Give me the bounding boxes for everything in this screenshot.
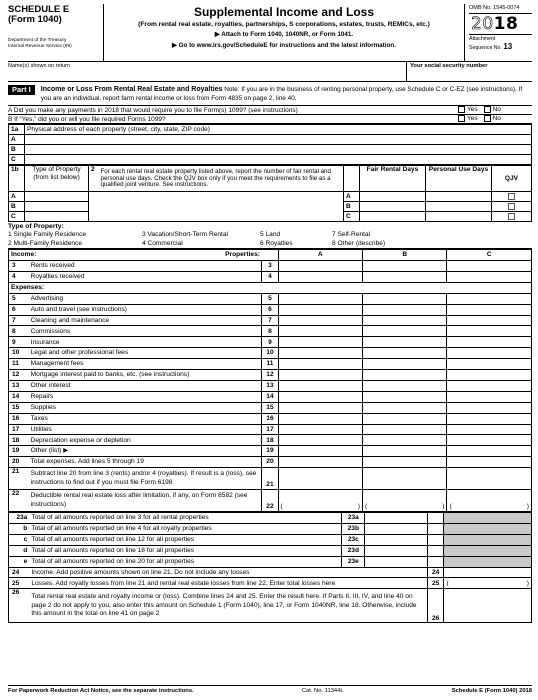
line-row: 8 Commissions 8 xyxy=(9,326,532,337)
line-row: 10 Legal and other professional fees 10 xyxy=(9,348,532,359)
line-14-a-field[interactable] xyxy=(278,391,362,402)
line-17-c-field[interactable] xyxy=(447,424,532,435)
line-4-b-field[interactable] xyxy=(363,272,447,283)
form-subtitle: (From rental real estate, royalties, partnerships, S corporations, estates, trusts, REMICs, etc.) xyxy=(138,20,430,28)
line-13-a-field[interactable] xyxy=(278,380,362,391)
line-15-b-field[interactable] xyxy=(363,402,447,413)
line-row: 23a Total of all amounts reported on line 3 for all rental properties 23a xyxy=(9,513,532,524)
personal-use-b-field[interactable] xyxy=(426,202,492,212)
line-18-b-field[interactable] xyxy=(363,435,447,446)
omb-block xyxy=(464,4,532,61)
line-14-b-field[interactable] xyxy=(363,391,447,402)
line-3-c-field[interactable] xyxy=(447,261,532,272)
address-table: 1a Physical address of each property (street, city, state, ZIP code) A B C xyxy=(8,124,532,165)
line-24-field[interactable] xyxy=(444,567,532,578)
line-3-b-field[interactable] xyxy=(363,261,447,272)
part-note: Note: If you are in the business of renting personal property, use Schedule C or C-EZ (see instructions). If you are an individual, report farm rental income or loss from Form 4835 on page 2, line 40. xyxy=(40,86,523,102)
line-row: 14 Repairs 14 xyxy=(9,391,532,402)
line-21-c-field[interactable] xyxy=(447,468,532,490)
line-23d-field[interactable] xyxy=(365,545,428,556)
qb-yes-checkbox[interactable] xyxy=(458,115,465,122)
omb-number: OMB No. 1545-0074 xyxy=(469,4,532,14)
line-25-field[interactable]: ( ) xyxy=(444,578,532,589)
address-heading: Physical address of each property (street, city, state, ZIP code) xyxy=(25,125,532,135)
names-field[interactable]: Name(s) shown on return xyxy=(8,63,71,69)
line-4-c-field[interactable] xyxy=(447,272,532,283)
address-c-field[interactable] xyxy=(25,155,532,165)
personal-use-c-field[interactable] xyxy=(426,212,492,222)
line-5-b-field[interactable] xyxy=(363,293,447,304)
line-14-c-field[interactable] xyxy=(447,391,532,402)
line-3-a-field[interactable] xyxy=(278,261,362,272)
line-row: 5 Advertising 5 xyxy=(9,293,532,304)
line-20-c-field[interactable] xyxy=(447,457,532,468)
line-16-b-field[interactable] xyxy=(363,413,447,424)
line-16-c-field[interactable] xyxy=(447,413,532,424)
line-11-c-field[interactable] xyxy=(447,359,532,370)
line-17-b-field[interactable] xyxy=(363,424,447,435)
line-7-a-field[interactable] xyxy=(278,315,362,326)
line-22-a-field[interactable]: ( ) xyxy=(278,490,362,512)
line-19-b-field[interactable] xyxy=(363,446,447,457)
department: Department of the Treasury Internal Revenue Service (99) xyxy=(8,37,72,49)
form-title-block xyxy=(104,4,464,61)
form-header xyxy=(8,4,532,62)
line-16-a-field[interactable] xyxy=(278,413,362,424)
qjv-c-checkbox[interactable] xyxy=(508,213,515,220)
line-row: d Total of all amounts reported on line 18 for all properties 23d xyxy=(9,545,532,556)
form-name: SCHEDULE E xyxy=(8,4,70,15)
line-18-a-field[interactable] xyxy=(278,435,362,446)
line-21-a-field[interactable] xyxy=(278,468,362,490)
line-15-c-field[interactable] xyxy=(447,402,532,413)
line-row: 17 Utilities 17 xyxy=(9,424,532,435)
line-row: 18 Depreciation expense or depletion 18 xyxy=(9,435,532,446)
line-13-c-field[interactable] xyxy=(447,380,532,391)
line-row: e Total of all amounts reported on line 20 for all properties 23e xyxy=(9,556,532,567)
line-6-a-field[interactable] xyxy=(278,304,362,315)
line-row: c Total of all amounts reported on line 12 for all properties 23c xyxy=(9,534,532,545)
line-row: 20 Total expenses. Add lines 5 through 19 20 xyxy=(9,457,532,468)
line-5-a-field[interactable] xyxy=(278,293,362,304)
line-19-c-field[interactable] xyxy=(447,446,532,457)
line-22-b-field[interactable]: ( ) xyxy=(363,490,447,512)
address-a-field[interactable] xyxy=(25,135,532,145)
line-19-a-field[interactable] xyxy=(278,446,362,457)
ssn-field[interactable]: Your social security number xyxy=(406,62,532,81)
line-23c-field[interactable] xyxy=(365,534,428,545)
line-20-b-field[interactable] xyxy=(363,457,447,468)
address-b-field[interactable] xyxy=(25,145,532,155)
type-b-field[interactable] xyxy=(25,202,89,212)
line-11-b-field[interactable] xyxy=(363,359,447,370)
part-tag: Part I xyxy=(8,85,35,95)
part1-heading xyxy=(8,82,532,106)
line-row: 12 Mortgage interest paid to banks, etc. (see instructions) 12 xyxy=(9,370,532,381)
qjv-a-checkbox[interactable] xyxy=(508,193,515,200)
personal-use-a-field[interactable] xyxy=(426,192,492,202)
line-7-c-field[interactable] xyxy=(447,315,532,326)
line-23b-field[interactable] xyxy=(365,523,428,534)
type-c-field[interactable] xyxy=(25,212,89,222)
line-12-a-field[interactable] xyxy=(278,370,362,381)
line-4-a-field[interactable] xyxy=(278,272,362,283)
property-type-list: Type of Property: 1 Single Family Residence 3 Vacation/Short-Term Rental 5 Land 7 Self-Rental 2 Multi-Family Residence 4 Commercial 6 Royalties 8 Other (describe) xyxy=(8,222,532,249)
income-expense-table: Income: Properties: A B C 3 Rents received 3 4 Royalties received 4 Expenses: 5 Advertising 5 6 Auto and travel (see instructions) 6 7 Cleaning and maintenance 7 8 Commissions 8 9 Insurance 9 10 Legal and other professional fees 10 11 Management fees 11 12 Mortgage interest paid to banks, etc. (see instructions) 12 13 Other interest 13 14 Repairs 14 15 Supplies 15 16 Taxes 16 17 Utilities 17 18 Depreciation expense or depletion 18 19 Other (list) ▶ 19 20 Total expenses. Add lines 5 through 19 20 21 Subtract line 20 from line 3 (rents) and/or 4 (royalties). If result is a (loss), see instructions to find out if you must file Form 6198 21 22 Deductible rental real estate loss after limitation, if any, on Form 8582 (see instructions) 22 ( ) ( ) ( ) xyxy=(8,249,532,512)
line-row: 7 Cleaning and maintenance 7 xyxy=(9,315,532,326)
form-title: Supplemental Income and Loss xyxy=(193,5,375,19)
question-a: A Did you make any payments in 2018 that would require you to file Form(s) 1099? (see instructions) Yes No xyxy=(8,106,532,115)
line-20-a-field[interactable] xyxy=(278,457,362,468)
line-6-c-field[interactable] xyxy=(447,304,532,315)
name-ssn-row xyxy=(8,62,532,82)
part-title: Income or Loss From Rental Real Estate and Royalties xyxy=(40,86,223,93)
line-15-a-field[interactable] xyxy=(278,402,362,413)
line-23a-field[interactable] xyxy=(365,513,428,524)
line-11-a-field[interactable] xyxy=(278,359,362,370)
property-type-table: 1b Type of Property (from list below) 2 For each rental real estate property listed above, report the number of fair rental and personal use days. Check the QJV box only if you meet the requirements to file as a qualified joint venture. See instructions. Fair Rental Days Personal Use Days QJV A A B B C C xyxy=(8,165,532,222)
question-b: B If “Yes,” did you or will you file required Forms 1099? Yes No xyxy=(8,115,532,124)
line-17-a-field[interactable] xyxy=(278,424,362,435)
line-row: 6 Auto and travel (see instructions) 6 xyxy=(9,304,532,315)
line-22-c-field[interactable]: ( ) xyxy=(447,490,532,512)
line-21-b-field[interactable] xyxy=(363,468,447,490)
line-18-c-field[interactable] xyxy=(447,435,532,446)
attach-instruction: ▶ Attach to Form 1040, 1040NR, or Form 1041. xyxy=(214,31,354,39)
line-9-b-field[interactable] xyxy=(363,337,447,348)
line-8-a-field[interactable] xyxy=(278,326,362,337)
fair-rental-c-field[interactable] xyxy=(360,212,426,222)
form-sub: (Form 1040) xyxy=(8,13,62,25)
totals-table: 23a Total of all amounts reported on line 3 for all rental properties 23a b Total of all amounts reported on line 4 for all royalty properties 23b c Total of all amounts reported on line 12 for all properties 23c d Total of all amounts reported on line 18 for all properties 23d e Total of all amounts reported on line 20 for all properties 23e 24 Income. Add positive amounts shown on line 21. Do not include any losses 24 25 Losses. Add royalty losses from line 21 and rental real estate losses from line 22. Enter total losses here 25 ( ) 26 Total rental real estate and royalty income or (loss). Combine lines 24 and 25. Enter the result here. If Parts II, III, IV, and line 40 on page 2 do not apply to you, also enter this amount on Schedule 1 (Form 1040), line 17, or Form 1040NR, line 18. Otherwise, include this amount in the total on line 41 on page 2 26 xyxy=(8,512,532,623)
attachment-sequence: Attachment Sequence No. 13 xyxy=(469,36,513,52)
line-9-c-field[interactable] xyxy=(447,337,532,348)
line-26-field[interactable] xyxy=(444,589,532,623)
line-row: 3 Rents received 3 xyxy=(9,261,532,272)
fair-rental-b-field[interactable] xyxy=(360,202,426,212)
line-row: 9 Insurance 9 xyxy=(9,337,532,348)
type-a-field[interactable] xyxy=(25,192,89,202)
form-id-block xyxy=(8,4,104,61)
line-8-c-field[interactable] xyxy=(447,326,532,337)
line-8-b-field[interactable] xyxy=(363,326,447,337)
line-10-c-field[interactable] xyxy=(447,348,532,359)
line-row: 11 Management fees 11 xyxy=(9,359,532,370)
line-12-c-field[interactable] xyxy=(447,370,532,381)
line-6-b-field[interactable] xyxy=(363,304,447,315)
fair-rental-a-field[interactable] xyxy=(360,192,426,202)
line-9-a-field[interactable] xyxy=(278,337,362,348)
line-7-b-field[interactable] xyxy=(363,315,447,326)
form-footer: For Paperwork Reduction Act Notice, see the separate instructions. Cat. No. 11344L Schedule E (Form 1040) 2018 xyxy=(8,685,532,695)
line-12-b-field[interactable] xyxy=(363,370,447,381)
qjv-b-checkbox[interactable] xyxy=(508,203,515,210)
line-row: 15 Supplies 15 xyxy=(9,402,532,413)
qa-no-checkbox[interactable] xyxy=(484,106,491,113)
line-row: 19 Other (list) ▶ 19 xyxy=(9,446,532,457)
line-13-b-field[interactable] xyxy=(363,380,447,391)
tax-year: 2018 xyxy=(469,14,532,35)
qb-no-checkbox[interactable] xyxy=(484,115,491,122)
line-row: b Total of all amounts reported on line 4 for all royalty properties 23b xyxy=(9,523,532,534)
line-10-a-field[interactable] xyxy=(278,348,362,359)
line-row: 16 Taxes 16 xyxy=(9,413,532,424)
line-row: 4 Royalties received 4 xyxy=(9,272,532,283)
line-5-c-field[interactable] xyxy=(447,293,532,304)
goto-instruction: ▶ Go to www.irs.gov/ScheduleE for instructions and the latest information. xyxy=(172,41,396,49)
line-23e-field[interactable] xyxy=(365,556,428,567)
line-row: 13 Other interest 13 xyxy=(9,380,532,391)
line-10-b-field[interactable] xyxy=(363,348,447,359)
qa-yes-checkbox[interactable] xyxy=(458,106,465,113)
